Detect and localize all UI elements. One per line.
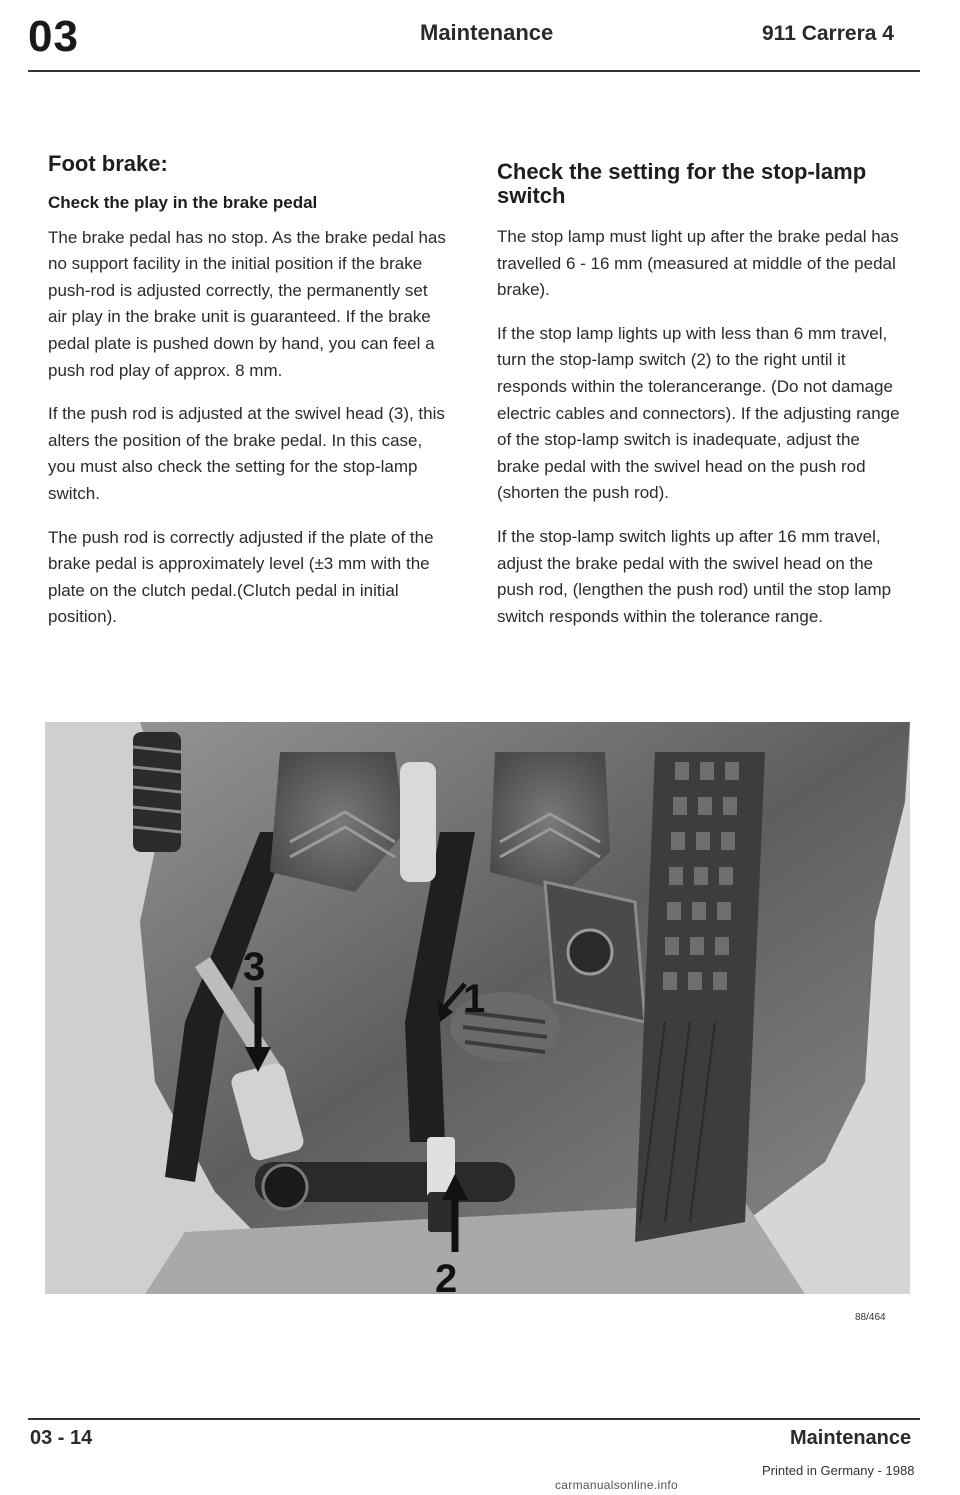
paragraph: If the stop-lamp switch lights up after 16 mm travel, adjust the brake pedal with the swivel head on the push rod, (lengthen the push rod) until the stop lamp switch responds within the tolerance range. [497,526,892,626]
callout-1: 1 [463,977,486,1021]
footer-rule [28,1418,920,1420]
paragraph: If the push rod is adjusted at the swivel head (3), this alters the position of the brake pedal. In this case, you must also check the setting for the stop-lamp switch. [48,404,445,503]
footer-section-title: Maintenance [790,1427,912,1449]
header-rule [28,70,920,72]
printed-note: Printed in Germany - 1988 [762,1463,915,1478]
left-column [48,150,448,648]
callout-3: 3 [243,945,266,989]
paragraph: The brake pedal has no stop. As the brake pedal has no support facility in the initial position if the brake push-rod is adjusted correctly, the permanently set air play in the brake unit is guaranteed. If the brake pedal plate is pushed down by hand, you can feel a push rod play of approx. 8 mm. [48,227,446,380]
page-header-title: Maintenance [420,20,554,45]
watermark: carmanualsonline.info [555,1478,679,1492]
figure-number: 88/464 [855,1312,886,1323]
foot-brake-heading: Foot brake: [48,151,168,176]
right-column [497,160,907,647]
section-number: 03 [28,12,79,61]
paragraph: The stop lamp must light up after the brake pedal has travelled 6 - 16 mm (measured at middle of the pedal brake). [497,227,899,300]
paragraph: If the stop lamp lights up with less than 6 mm travel, turn the stop-lamp switch (2) to the right until it responds within the tolerancerange. (Do not damage electric cables and connectors). If the adjusting range of the stop-lamp switch is inadequate, adjust the brake pedal with the swivel head on the push rod (shorten the push rod). [497,323,900,503]
model-name: 911 Carrera 4 [762,22,894,45]
page-number: 03 - 14 [30,1427,93,1449]
paragraph: The push rod is correctly adjusted if the plate of the brake pedal is approximately level (±3 mm with the plate on the clutch pedal.(Clutch pedal in initial position). [48,527,434,627]
pedal-assembly-photo [45,722,910,1294]
brake-play-subheading: Check the play in the brake pedal [48,193,318,212]
stop-lamp-heading: Check the setting for the stop-lamp switch [497,159,867,208]
callout-2: 2 [435,1257,458,1294]
